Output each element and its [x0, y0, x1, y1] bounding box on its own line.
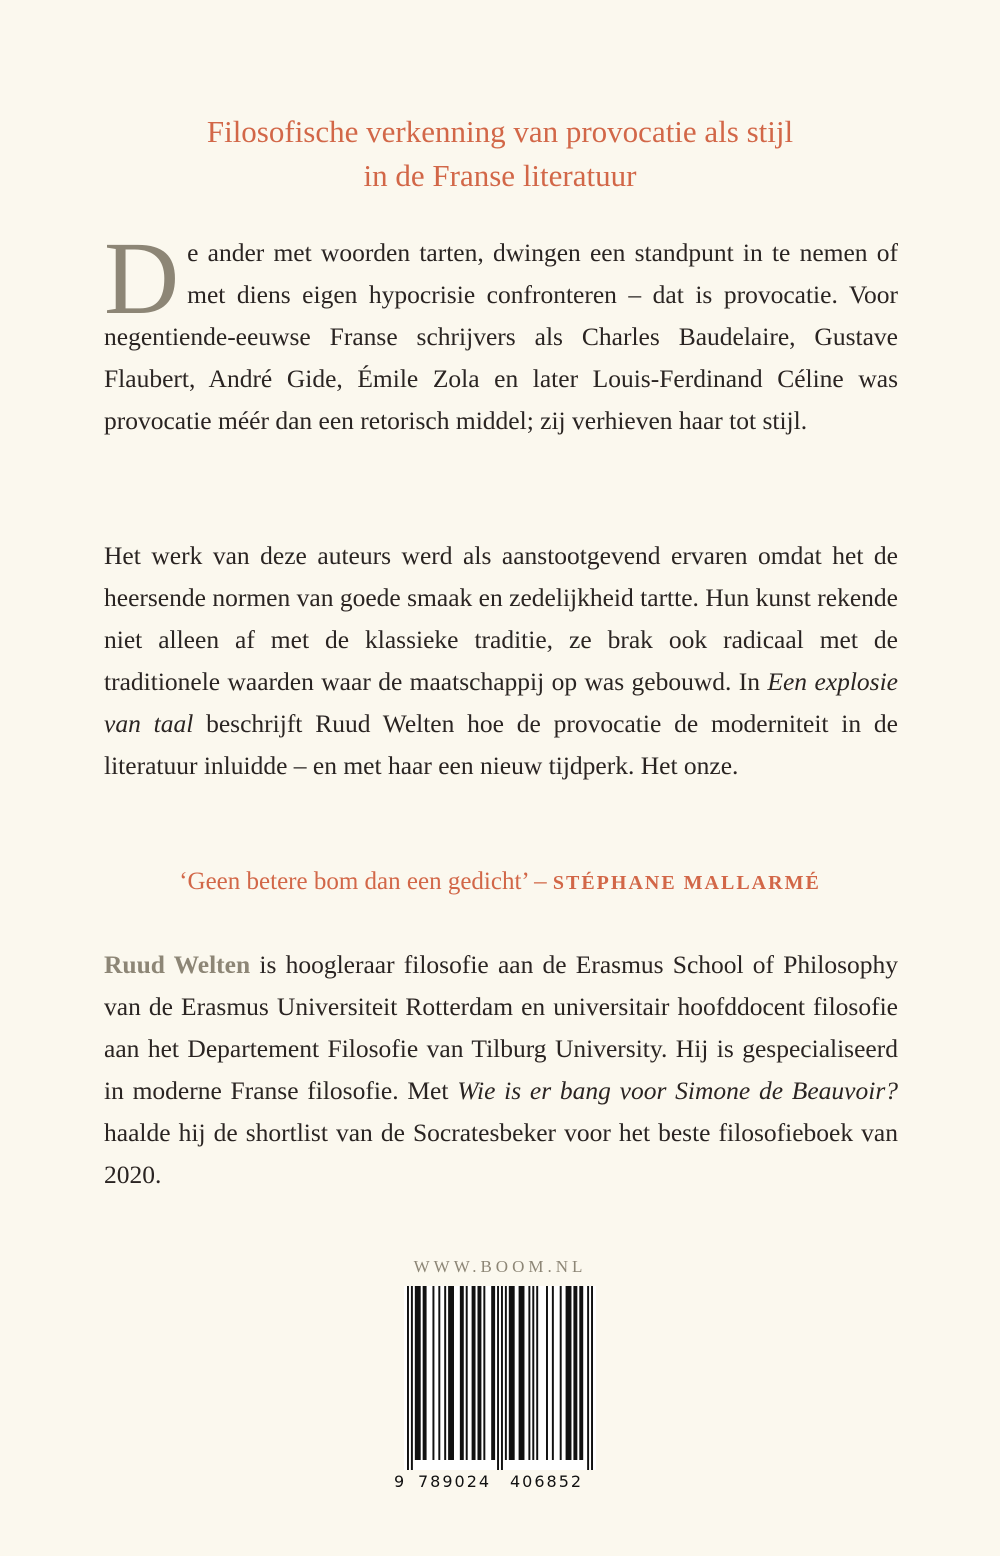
tagline-line-1: Filosofische verkenning van provocatie als stijl — [206, 114, 794, 149]
barcode-guard-bar — [591, 1286, 593, 1470]
barcode-bar — [519, 1286, 525, 1460]
tagline-line-2: in de Franse literatuur — [363, 158, 637, 193]
description-paragraph — [104, 535, 898, 787]
barcode — [404, 1286, 596, 1470]
barcode-bar — [415, 1286, 421, 1460]
dropcap: D — [104, 221, 180, 336]
barcode-bar — [509, 1286, 515, 1460]
description-text-1: Het werk van deze auteurs werd als aanstootgevend ervaren omdat het de heersende normen van goede smaak en zedelijkheid tartte. Hun kunst rekende niet alleen af met de klassieke traditie, ze brak ook radicaal met de traditionele waarden waar de maatschappij op was gebouwd. In — [104, 541, 898, 696]
barcode-bar — [552, 1286, 554, 1460]
barcode-bar — [444, 1286, 446, 1460]
barcode-bar — [466, 1286, 468, 1460]
barcode-bar — [477, 1286, 481, 1460]
quote-author: STÉPHANE MALLARMÉ — [552, 872, 821, 894]
barcode-guard-bar — [411, 1286, 413, 1470]
barcode-bar — [505, 1286, 507, 1460]
barcode-bar — [528, 1286, 530, 1460]
barcode-bar — [432, 1286, 434, 1460]
barcode-digits — [394, 1472, 604, 1491]
barcode-bar — [483, 1286, 485, 1460]
barcode-bar — [573, 1286, 577, 1460]
barcode-guard-bar — [501, 1286, 503, 1470]
quote — [60, 862, 940, 903]
barcode-bar — [579, 1286, 583, 1460]
bio-book-title: Wie is er bang voor Simone de Beauvoir? — [457, 1076, 898, 1105]
barcode-bar — [423, 1286, 427, 1460]
barcode-guard-bar — [407, 1286, 409, 1470]
barcode-bar — [438, 1286, 440, 1460]
barcode-group-1: 789024 — [418, 1472, 492, 1491]
barcode-bar — [491, 1286, 495, 1460]
tagline — [60, 110, 940, 198]
barcode-bars — [404, 1286, 596, 1470]
intro-paragraph — [104, 221, 898, 442]
barcode-guard-bar — [497, 1286, 499, 1470]
barcode-bar — [460, 1286, 464, 1460]
barcode-bar — [536, 1286, 538, 1460]
quote-text: ‘Geen betere bom dan een gedicht’ – — [179, 868, 553, 895]
barcode-bar — [560, 1286, 562, 1460]
description-text-2: beschrijft Ruud Welten hoe de provocatie de moderniteit in de literatuur inluidde – en met haar een nieuw tijdperk. Het onze. — [104, 709, 898, 780]
intro-paragraph-text: e ander met woorden tarten, dwingen een standpunt in te nemen of met diens eigen hypocrisie confronteren – dat is provocatie. Voor negentiende-eeuwse Franse schrijvers als Charles Baudelaire, Gustave Flaubert, André Gide, Émile Zola en later Louis-Ferdinand Céline was provocatie méér dan een retorisch middel; zij verhieven haar tot stijl. — [104, 238, 898, 435]
barcode-bar — [546, 1286, 548, 1460]
book-title: Een explosie van taal — [104, 667, 898, 738]
author-bio — [104, 944, 898, 1196]
website-url: WWW.BOOM.NL — [413, 1257, 587, 1276]
barcode-bar — [532, 1286, 534, 1460]
barcode-bar — [448, 1286, 454, 1460]
barcode-bar — [566, 1286, 572, 1460]
bio-text-2: haalde hij de shortlist van de Socratesbeker voor het beste filosofieboek van 2020. — [104, 1118, 898, 1189]
barcode-group-2: 406852 — [510, 1472, 584, 1491]
author-name: Ruud Welten — [104, 950, 251, 979]
barcode-guard-bar — [587, 1286, 589, 1470]
barcode-bar — [472, 1286, 476, 1460]
barcode-lead-digit: 9 — [394, 1472, 405, 1491]
bio-text-1: is hoogleraar filosofie aan de Erasmus School of Philosophy van de Erasmus Universiteit Rotterdam en universitair hoofddocent filosofie aan het Departement Filosofie van Tilburg University. Hij is gespecialiseerd in moderne Franse filosofie. Met — [104, 950, 898, 1105]
